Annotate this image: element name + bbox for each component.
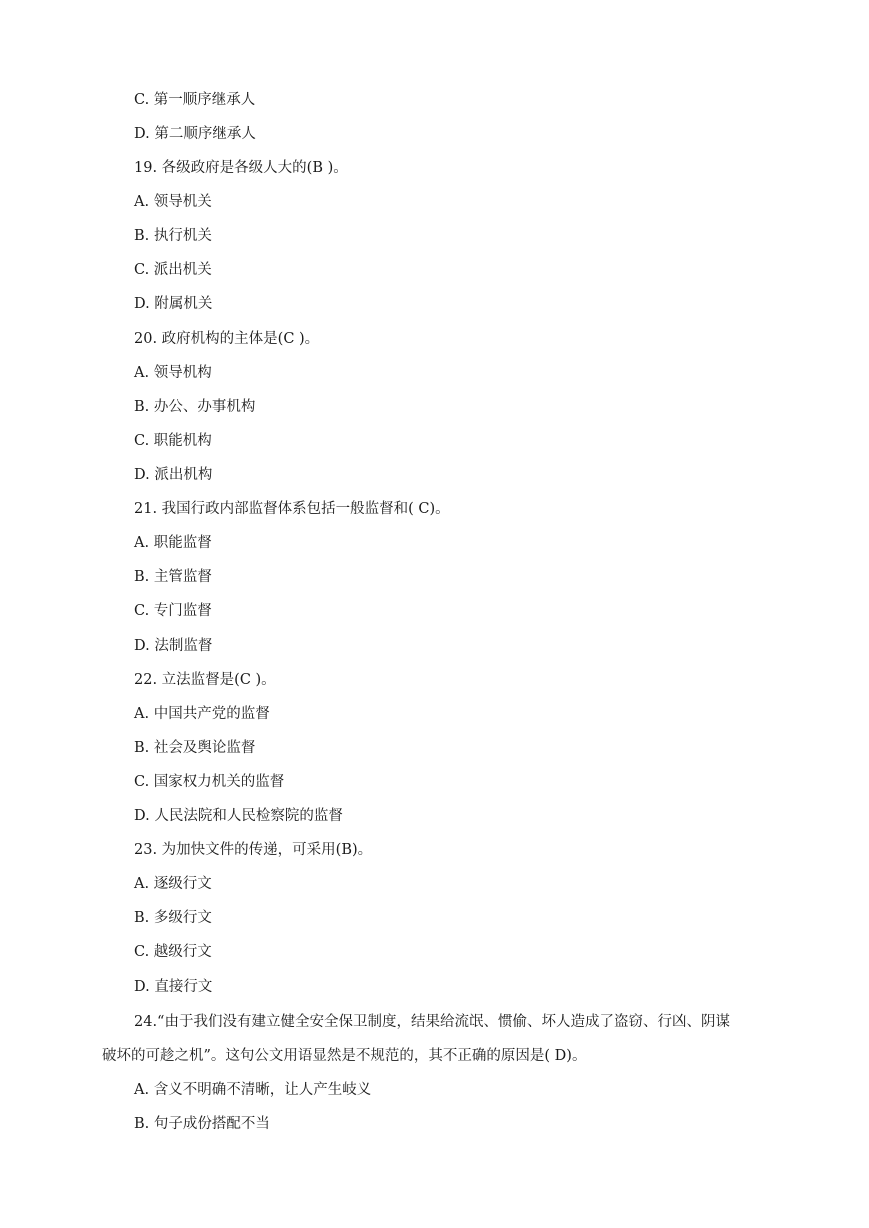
option-a-q19: A. 领导机关 xyxy=(134,194,212,210)
option-b-q20: B. 办公、办事机构 xyxy=(134,399,256,415)
option-a-q20: A. 领导机构 xyxy=(134,365,212,381)
option-d-q19: D. 附属机关 xyxy=(134,296,213,312)
question-19: 19. 各级政府是各级人大的(B )。 xyxy=(134,160,348,176)
option-b-q22: B. 社会及舆论监督 xyxy=(134,740,256,756)
option-d-q21: D. 法制监督 xyxy=(134,638,213,654)
question-20: 20. 政府机构的主体是(C )。 xyxy=(134,331,320,347)
option-c-q21: C. 专门监督 xyxy=(134,603,212,619)
option-c-q20: C. 职能机构 xyxy=(134,433,212,449)
option-d-q23: D. 直接行文 xyxy=(134,979,213,995)
option-b-q23: B. 多级行文 xyxy=(134,910,212,926)
option-a-q24: A. 含义不明确不清晰，让人产生岐义 xyxy=(134,1082,372,1098)
option-d-q18: D. 第二顺序继承人 xyxy=(134,126,256,142)
option-a-q23: A. 逐级行文 xyxy=(134,876,212,892)
option-c-q19: C. 派出机关 xyxy=(134,262,212,278)
question-24: 24.“由于我们没有建立健全安全保卫制度，结果给流氓、惯偷、坏人造成了盗窃、行凶、阴谋 xyxy=(134,1014,730,1030)
option-d-q20: D. 派出机构 xyxy=(134,467,213,483)
option-b-q21: B. 主管监督 xyxy=(134,569,212,585)
option-c-q23: C. 越级行文 xyxy=(134,944,212,960)
option-a-q21: A. 职能监督 xyxy=(134,535,212,551)
question-24-continued: 破坏的可趁之机”。这句公文用语显然是不规范的，其不正确的原因是( D)。 xyxy=(102,1048,587,1064)
question-22: 22. 立法监督是(C )。 xyxy=(134,672,276,688)
option-a-q22: A. 中国共产党的监督 xyxy=(134,706,270,722)
option-c-q22: C. 国家权力机关的监督 xyxy=(134,774,285,790)
question-23: 23. 为加快文件的传递，可采用(B)。 xyxy=(134,842,373,858)
option-d-q22: D. 人民法院和人民检察院的监督 xyxy=(134,808,343,824)
option-c-q18: C. 第一顺序继承人 xyxy=(134,92,256,108)
option-b-q19: B. 执行机关 xyxy=(134,228,212,244)
question-21: 21. 我国行政内部监督体系包括一般监督和( C)。 xyxy=(134,501,450,517)
option-b-q24: B. 句子成份搭配不当 xyxy=(134,1116,270,1132)
